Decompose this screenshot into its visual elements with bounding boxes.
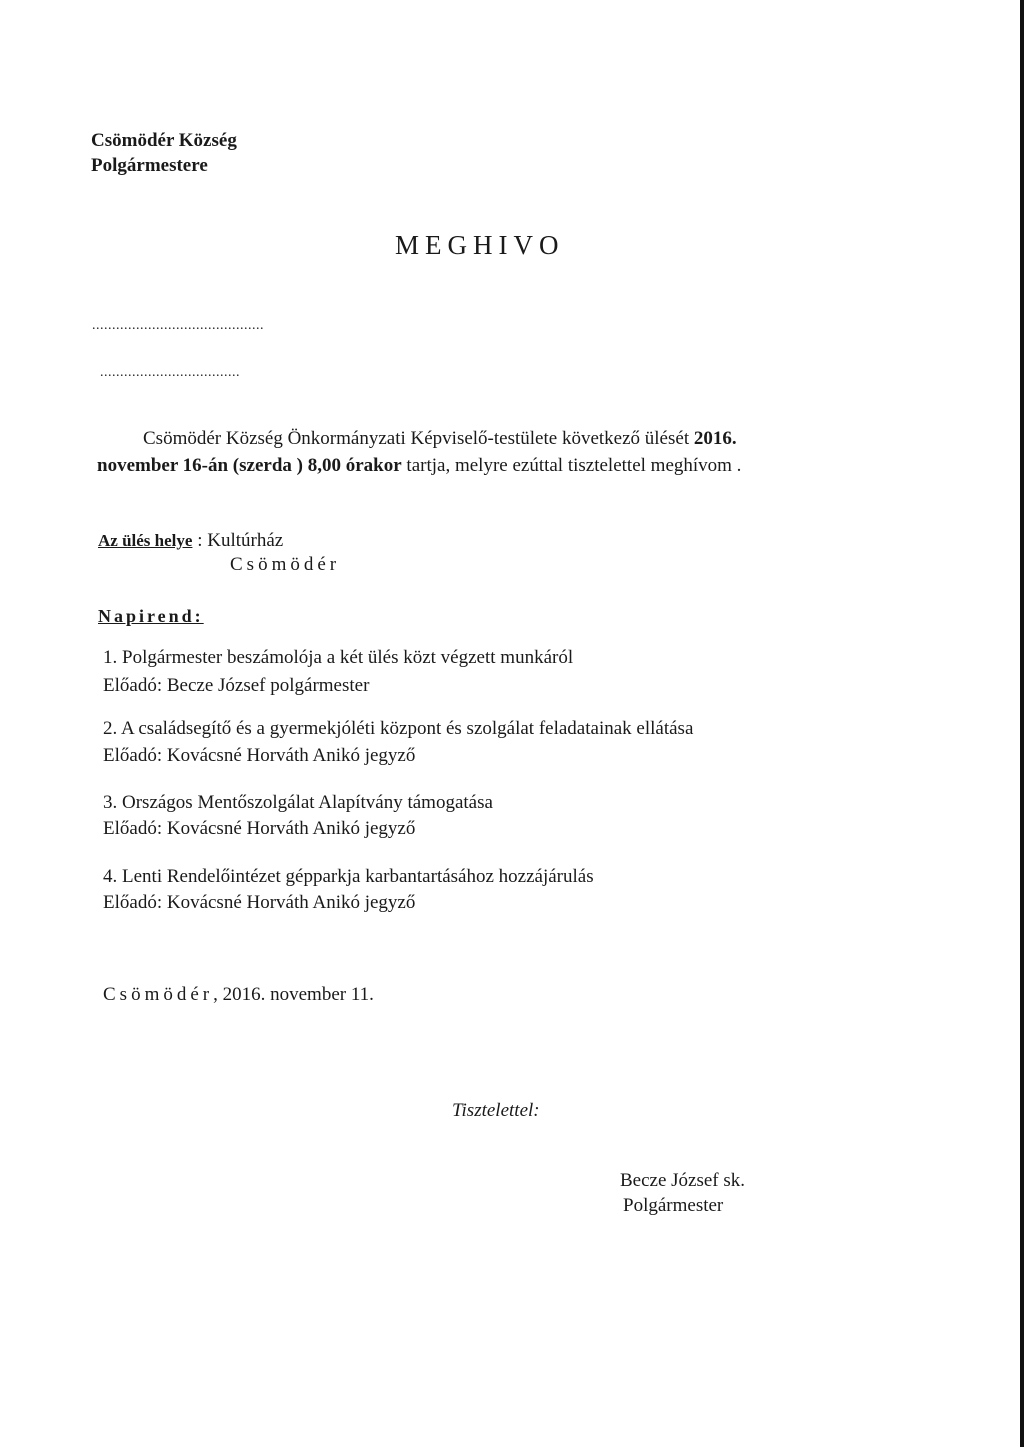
venue-separator: : [197, 530, 203, 551]
intro-text: Csömödér Község Önkormányzati Képviselő-testülete következő ülését [143, 428, 690, 449]
address-placeholder-line-1: ........................................... [92, 318, 264, 333]
address-placeholder-line-2: ................................... [100, 365, 240, 380]
agenda-item-3-title: 3. Országos Mentőszolgálat Alapítvány támogatása [103, 792, 493, 813]
document-title: MEGHIVO [395, 230, 565, 260]
agenda-item-2-title: 2. A családsegítő és a gyermekjóléti központ és szolgálat feladatainak ellátása [103, 718, 694, 739]
venue-label: Az ülés helye [98, 531, 193, 550]
venue-place: Kultúrház [207, 530, 284, 551]
venue-town: Csömödér [230, 554, 341, 575]
signatory-role: Polgármester [623, 1195, 724, 1216]
signatory-name: Becze József sk. [620, 1170, 746, 1191]
agenda-label: Napirend: [98, 606, 204, 626]
place-town: Csömödér [103, 984, 214, 1005]
agenda-item-1-speaker: Előadó: Becze József polgármester [103, 675, 370, 696]
issuer-name: Csömödér Község [91, 130, 237, 151]
closing-greeting: Tisztelettel: [452, 1100, 540, 1121]
intro-line-2 [97, 455, 741, 477]
meeting-date: november 16-án (szerda ) [97, 455, 303, 476]
intro-line-1 [143, 428, 737, 450]
issuer-title: Polgármestere [91, 155, 208, 176]
issue-date: , 2016. november 11. [213, 984, 374, 1005]
agenda-item-4-title: 4. Lenti Rendelőintézet gépparkja karbantartásához hozzájárulás [103, 866, 594, 887]
venue-row [98, 530, 283, 552]
intro-year: 2016. [693, 428, 737, 449]
meeting-time: 8,00 órakor [307, 455, 402, 476]
agenda-item-3-speaker: Előadó: Kovácsné Horváth Anikó jegyző [103, 818, 416, 839]
agenda-item-2-speaker: Előadó: Kovácsné Horváth Anikó jegyző [103, 745, 416, 766]
intro-closing-text: tartja, melyre ezúttal tisztelettel meghívom . [406, 455, 742, 476]
place-and-date [103, 984, 374, 1006]
scan-edge [1020, 0, 1024, 1447]
agenda-item-1-title: 1. Polgármester beszámolója a két ülés közt végzett munkáról [103, 647, 574, 668]
agenda-item-4-speaker: Előadó: Kovácsné Horváth Anikó jegyző [103, 892, 416, 913]
